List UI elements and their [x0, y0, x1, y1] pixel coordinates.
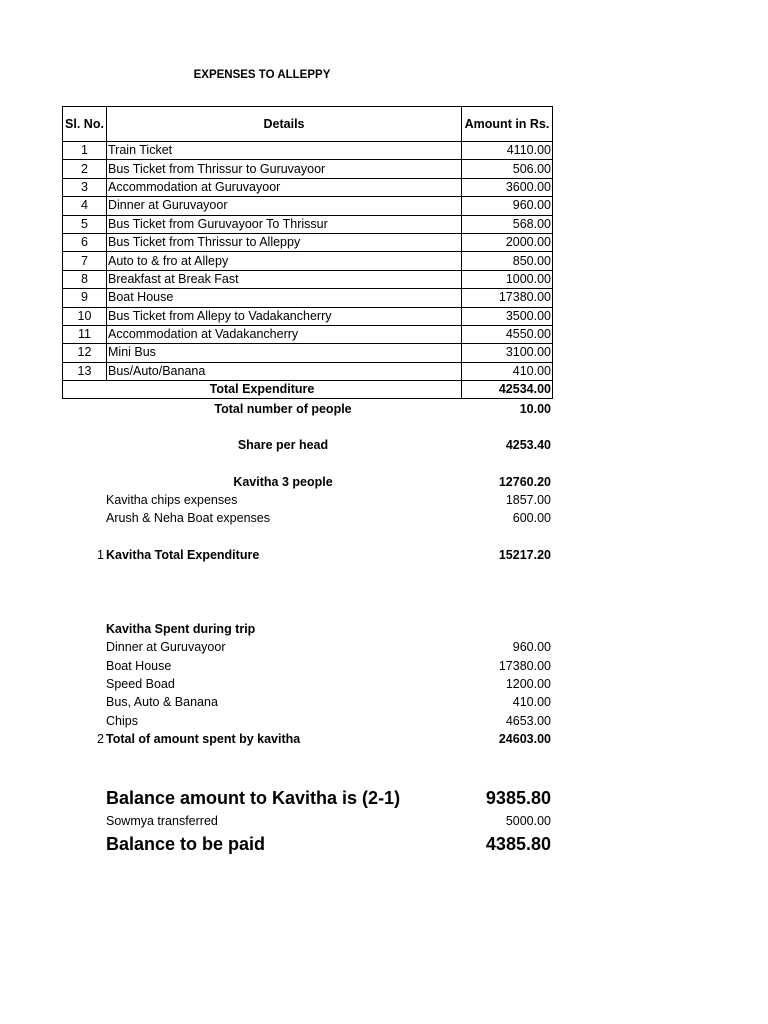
spent-item-value: 4653.00 [505, 714, 551, 728]
expenses-table [62, 106, 553, 399]
header-details: Details [107, 107, 462, 142]
row-amount: 1000.00 [462, 270, 553, 288]
row-number: 1 [63, 142, 107, 160]
row-detail: Boat House [107, 289, 462, 307]
total-amount: 42534.00 [462, 381, 553, 399]
sowmya-value: 5000.00 [505, 814, 551, 828]
spent-item-label: Speed Boad [106, 677, 175, 691]
row-amount: 410.00 [462, 362, 553, 380]
final-value: 4385.80 [485, 834, 551, 854]
row-detail: Train Ticket [107, 142, 462, 160]
table-row [63, 178, 553, 196]
row-number: 11 [63, 325, 107, 343]
row-number: 3 [63, 178, 107, 196]
boat-exp-label: Arush & Neha Boat expenses [106, 511, 270, 525]
row-detail: Bus Ticket from Thrissur to Alleppy [107, 233, 462, 251]
header-amount: Amount in Rs. [462, 107, 553, 142]
chips-value: 1857.00 [505, 493, 551, 507]
row-amount: 3600.00 [462, 178, 553, 196]
table-header-row [63, 107, 553, 142]
kavitha-people-label: Kavitha 3 people [233, 475, 333, 489]
row-amount: 2000.00 [462, 233, 553, 251]
spent-item-value: 410.00 [512, 695, 551, 709]
row-amount: 568.00 [462, 215, 553, 233]
kavitha-people-value: 12760.20 [498, 475, 551, 489]
table-row [63, 197, 553, 215]
chips-label: Kavitha chips expenses [106, 493, 238, 507]
spent-total-value: 24603.00 [498, 732, 551, 746]
spent-item-value: 960.00 [512, 640, 551, 654]
row-detail: Bus/Auto/Banana [107, 362, 462, 380]
row-amount: 4110.00 [462, 142, 553, 160]
balance-value: 9385.80 [485, 788, 551, 808]
table-row [63, 215, 553, 233]
header-slno: Sl. No. [63, 107, 107, 142]
row-detail: Dinner at Guruvayoor [107, 197, 462, 215]
people-value: 10.00 [519, 402, 551, 416]
row-detail: Mini Bus [107, 344, 462, 362]
kavitha-total-label: Kavitha Total Expenditure [106, 548, 260, 562]
people-label: Total number of people [214, 402, 352, 416]
row-amount: 17380.00 [462, 289, 553, 307]
row-number: 5 [63, 215, 107, 233]
row-detail: Accommodation at Vadakancherry [107, 325, 462, 343]
share-label: Share per head [237, 438, 329, 452]
row-amount: 4550.00 [462, 325, 553, 343]
row-number: 2 [63, 160, 107, 178]
spent-item-label: Dinner at Guruvayoor [106, 640, 226, 654]
table-row [63, 289, 553, 307]
sheet-title: EXPENSES TO ALLEPPY [193, 69, 331, 81]
table-row [63, 142, 553, 160]
row-number: 4 [63, 197, 107, 215]
row-amount: 506.00 [462, 160, 553, 178]
table-row [63, 233, 553, 251]
spent-item-label: Bus, Auto & Banana [106, 695, 218, 709]
row-amount: 850.00 [462, 252, 553, 270]
kavitha-total-index: 1 [97, 548, 104, 562]
row-detail: Bus Ticket from Thrissur to Guruvayoor [107, 160, 462, 178]
spent-item-label: Chips [106, 714, 138, 728]
spent-heading: Kavitha Spent during trip [106, 622, 256, 636]
balance-label: Balance amount to Kavitha is (2-1) [106, 788, 401, 808]
row-number: 6 [63, 233, 107, 251]
row-number: 10 [63, 307, 107, 325]
row-number: 13 [63, 362, 107, 380]
row-detail: Accommodation at Guruvayoor [107, 178, 462, 196]
spent-item-label: Boat House [106, 659, 172, 673]
table-row [63, 252, 553, 270]
row-number: 9 [63, 289, 107, 307]
spent-item-value: 1200.00 [505, 677, 551, 691]
row-amount: 960.00 [462, 197, 553, 215]
row-amount: 3500.00 [462, 307, 553, 325]
total-row [63, 381, 553, 399]
table-row [63, 160, 553, 178]
row-detail: Bus Ticket from Allepy to Vadakancherry [107, 307, 462, 325]
row-number: 8 [63, 270, 107, 288]
table-row [63, 362, 553, 380]
row-number: 7 [63, 252, 107, 270]
boat-exp-value: 600.00 [512, 511, 551, 525]
spent-total-label: Total of amount spent by kavitha [106, 732, 301, 746]
table-row [63, 344, 553, 362]
spent-total-index: 2 [97, 732, 104, 746]
row-amount: 3100.00 [462, 344, 553, 362]
spent-item-value: 17380.00 [498, 659, 551, 673]
row-detail: Auto to & fro at Allepy [107, 252, 462, 270]
row-number: 12 [63, 344, 107, 362]
table-row [63, 325, 553, 343]
table-row [63, 307, 553, 325]
row-detail: Breakfast at Break Fast [107, 270, 462, 288]
share-value: 4253.40 [505, 438, 551, 452]
total-label: Total Expenditure [63, 381, 462, 399]
row-detail: Bus Ticket from Guruvayoor To Thrissur [107, 215, 462, 233]
sowmya-label: Sowmya transferred [106, 814, 218, 828]
kavitha-total-value: 15217.20 [498, 548, 551, 562]
table-row [63, 270, 553, 288]
final-label: Balance to be paid [106, 834, 266, 854]
